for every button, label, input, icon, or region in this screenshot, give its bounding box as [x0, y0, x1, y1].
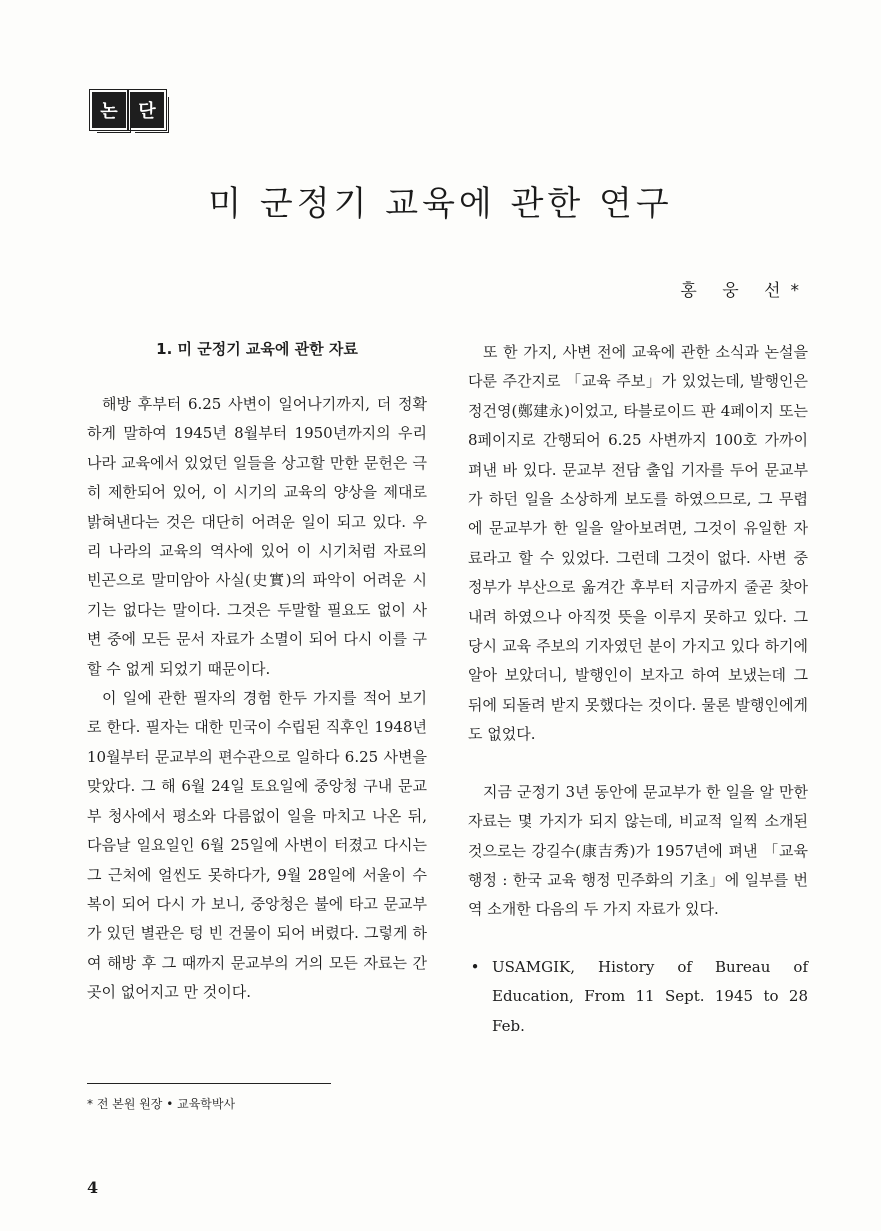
paragraph: 이 일에 관한 필자의 경험 한두 가지를 적어 보기로 한다. 필자는 대한 민국이 수립된 직후인 1948년 10월부터 문교부의 편수관으로 일하다 6.25 사변을 맞았다. 그 해 6월 24일 토요일에 중앙청 구내 문교부 청사에서 평소와 다름없이 일을 마치고 나온 뒤, 다음날 일요일인 6월 25일에 사변이 터졌고 다시는 그 근처에 얼씬도 못하다가, 9월 28일에 서울이 수복이 되어 다시 가 보니, 중앙청은 불에 타고 문교부가 있던 별관은 텅 빈 건물이 되어 버렸다. 그렇게 하여 해방 후 그 때까지 문교부의 거의 모든 자료는 간 곳이 없어지고 만 것이다.: [87, 689, 427, 1002]
list-item-text: USAMGIK, History of Bureau of Education, From 11 Sept. 1945 to 28 Feb.: [492, 957, 808, 1035]
badge-char-2: 단: [130, 92, 164, 128]
page-number: 4: [87, 1178, 99, 1197]
footnote-divider: [87, 1083, 331, 1084]
right-column: [468, 338, 808, 1041]
section-badge: [92, 92, 164, 128]
paragraph-gap: [468, 925, 808, 953]
paragraph: 지금 군정기 3년 동안에 문교부가 한 일을 알 만한 자료는 몇 가지가 되지 않는데, 비교적 일찍 소개된 것으로는 강길수(康吉秀)가 1957년에 펴낸 「교육 행정 : 한국 교육 행정 민주화의 기초」에 일부를 번역 소개한 다음의 두 가지 자료가 있다.: [468, 782, 808, 919]
section-heading: 1. 미 군정기 교육에 관한 자료: [156, 340, 358, 358]
paragraph: 또 한 가지, 사변 전에 교육에 관한 소식과 논설을 다룬 주간지로 「교육 주보」가 있었는데, 발행인은 정건영(鄭建永)이었고, 타블로이드 판 4페이지 또는 8페이지로 간행되어 6.25 사변까지 100호 가까이 펴낸 바 있다. 문교부 전담 출입 기자를 두어 문교부가 하던 일을 소상하게 보도를 하였으므로, 그 무렵에 문교부가 한 일을 알아보려면, 그것이 유일한 자료라고 할 수 있었다. 그런데 그것이 없다. 사변 중 정부가 부산으로 옮겨간 후부터 지금까지 줄곧 찾아내려 하였으나 아직껏 뜻을 이루지 못하고 있다. 그 당시 교육 주보의 기자였던 분이 가지고 있다 하기에 알아 보았더니, 발행인이 보자고 하여 보냈는데 그 뒤에 되돌려 받지 못했다는 것이다. 물론 발행인에게도 없었다.: [468, 343, 808, 744]
bullet-dot-icon: •: [470, 957, 480, 976]
article-author: 홍 웅 선*: [680, 281, 809, 301]
paragraph-gap: [468, 750, 808, 778]
badge-char-1: 논: [92, 92, 126, 128]
article-title: 미 군정기 교육에 관한 연구: [208, 184, 673, 224]
left-column: [87, 338, 427, 1008]
paragraph: 해방 후부터 6.25 사변이 일어나기까지, 더 정확하게 말하여 1945년 8월부터 1950년까지의 우리 나라 교육에서 있었던 일들을 상고할 만한 문헌은 극히 제한되어 있어, 이 시기의 교육의 양상을 제대로 밝혀낸다는 것은 대단히 어려운 일이 되고 있다. 우리 나라의 교육의 역사에 있어 이 시기처럼 자료의 빈곤으로 말미암아 사실(史實)의 파악이 어려운 시기는 없다는 말이다. 그것은 두말할 필요도 없이 사변 중에 모든 문서 자료가 소멸이 되어 다시 이를 구할 수 없게 되었기 때문이다.: [87, 395, 427, 678]
footnote: * 전 본원 원장 • 교육학박사: [87, 1097, 236, 1111]
list-item: [468, 953, 808, 1041]
